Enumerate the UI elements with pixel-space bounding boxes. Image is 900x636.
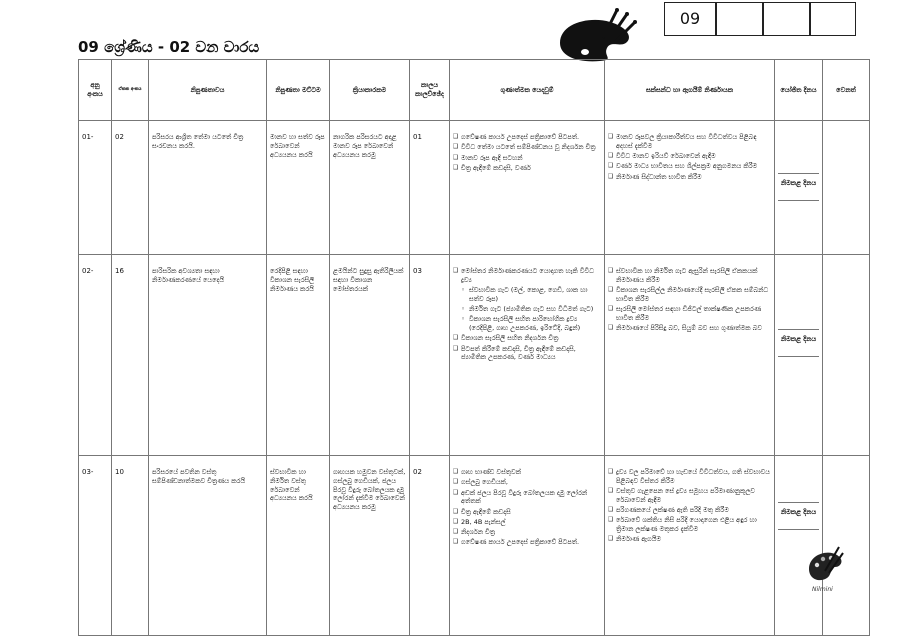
list-item: ❑ මෝස්තර නිර්මාණකරණයට යොදාගත හැකි විවිධ ද්‍රව්‍ය: [453, 267, 601, 285]
row-inputs: [450, 456, 605, 636]
list-item: ❑ පරිගණකයේ ලක්ෂණ ඇති පරිදි මතු කිරීම: [608, 506, 771, 515]
header-periods: කාලය කාලච්ඡේද: [410, 60, 450, 121]
header-remarks: වෙනත්: [823, 60, 870, 121]
table-row: [79, 255, 870, 456]
empty-box: [716, 2, 763, 36]
row-no: 02-: [79, 255, 112, 456]
list-item: ❑ නිර්මාණ ඇගයීම: [608, 535, 771, 544]
row-no: 03-: [79, 456, 112, 636]
list-item: ❑ විවිධ මානව ඉරියව් රේඛාවෙන් ඇඳීම: [608, 152, 771, 161]
header-activity: ක්‍රියාකාරකම: [330, 60, 410, 121]
row-planned-date: [775, 121, 823, 255]
row-no: 01-: [79, 121, 112, 255]
row-competency: පරිසරය ආශ්‍රිත තේමා යටතේ චිත්‍ර සංරචනය කරයි.: [149, 121, 267, 255]
list-item: ❑ විකාශන සැරසිල්ල නිර්මාණයේදී සැරසිලි ඒකක සම්බන්ධ භාවිත කිරීම: [608, 286, 771, 304]
row-activity: ළමයින්ට සුදුසු ඇතිරිලියක් සඳහා විකාශන මෝස්තරයක්: [330, 255, 410, 456]
list-item: ❑ ගස්ලබු ගෙඩියක්,: [453, 478, 601, 487]
row-remarks: [823, 255, 870, 456]
empty-box: [763, 2, 810, 36]
list-item: ❑ ගෘහ භාණ්ඩ වස්තුවක්: [453, 468, 601, 477]
list-item: ❑ නිර්මාණයේ පිරිසිදු බව, සියුම් බව සහ ගුණාත්මක බව: [608, 324, 771, 333]
row-level: රෙදිපිළි සඳහා විකාශන සැරසිලි නිර්මාණය කරයි: [267, 255, 330, 456]
completed-date-label: නිමකළ දිනය: [778, 502, 819, 530]
row-level: ස්වභාවික හා නිර්මිත වස්තු රේඛාවෙන් අධ්‍යයනය කරයි: [267, 456, 330, 636]
list-item: ❑ සැරසිලි මෝස්තර සඳහා ඩිජිටල් තාක්ෂණික උපකරණ භාවිත කිරීම: [608, 305, 771, 323]
header-qualitative-inputs: ගුණාත්මක යෙදවුම්: [450, 60, 605, 121]
list-item: ❑ 2B, 4B පැන්සල්: [453, 518, 601, 527]
header-no: අනු අංකය: [79, 60, 112, 121]
row-assessment: [605, 121, 775, 255]
list-item: ❑ චිත්‍ර ඇඳීමේ කඩදාසි: [453, 508, 601, 517]
page-title: 09 ශ්‍රේණිය - 02 වන වාරය: [78, 38, 260, 56]
paint-palette-icon: [555, 8, 640, 63]
list-item: ❑ මානව රූප ඇඳි සටහන්: [453, 154, 601, 163]
row-competency: පාරිසරික අවශ්‍යතා සඳහා නිර්මාණකරණයේ යෙදෙයි: [149, 255, 267, 456]
list-item: ❑ පිටපත් කිරීමේ කඩදාසි, චිත්‍ර ඇඳීමේ කඩදාසි, ජ්‍යාමිතික උපකරණ, වර්ණ මාධ්‍යය: [453, 345, 601, 363]
row-periods: 03: [410, 255, 450, 456]
list-item: ❑ රේඛාවේ ශක්තිය නිසි පරිදි යොදාගෙන එළිය අඳුර හා ත්‍රිමාන ලක්ෂණ මතුකර දැක්වීම: [608, 516, 771, 534]
list-item: ❑ ගවේෂණ කාර්ය උපදෙස් පත්‍රිකාවේ පිටපත්.: [453, 538, 601, 547]
completed-date-label: නිමකළ දිනය: [778, 173, 819, 201]
page-number-box: 09: [664, 2, 716, 36]
row-unit: 16: [112, 255, 149, 456]
list-item: ◦ විකාශන සැරසිලි සහිත පාරිභෝගික ද්‍රව්‍ය (රෙදිපිළි, ගෘහ උපකරණ, ඉරිටේදි, බඳුන්): [453, 315, 601, 333]
artist-palette-logo: [805, 545, 845, 587]
list-item: ❑ නිදර්ශන චිත්‍ර: [453, 528, 601, 537]
list-item: ❑ ගවේෂණ කාර්ය උපදෙස් පත්‍රිකාවේ පිටපත්.: [453, 133, 601, 142]
list-item: ❑ විකාශන සැරසිලි සහිත නිදර්ශන චිත්‍ර: [453, 334, 601, 343]
list-item: ◦ නිර්මිත ගැට (ජ්‍යාමිතික ගැට සහ විධිමත් ගැට): [453, 305, 601, 314]
logo-signature: Nilmini: [812, 586, 833, 593]
table-row: [79, 456, 870, 636]
row-level: මානව හා සත්ව රූප රේඛාවෙන් අධ්‍යයනය කරයි: [267, 121, 330, 255]
header-unit-no: ඒකක අංකය: [112, 60, 149, 121]
lesson-plan-table: [78, 59, 870, 636]
row-assessment: [605, 255, 775, 456]
row-periods: 02: [410, 456, 450, 636]
row-activity: ගෘහයක හමුවන වස්තුවක්, ගස්ලබු ගෙඩියක්, ජලය පිරවූ වීදුරු බෝතලයක දාමු ලෝරන් දැක්වීම රේඛාවෙන් අධ්‍යයනය කරමු: [330, 456, 410, 636]
header-competency: නිපුණතාවය: [149, 60, 267, 121]
row-unit: 10: [112, 456, 149, 636]
list-item: ❑ නිර්මාණ සිද්ධාන්ත භාවිත කිරීම: [608, 173, 771, 182]
list-item: ❑ වර්ණ මාධ්‍ය භාවිතය සහ ශිල්පක්‍රම අනුගමනය කිරීම: [608, 162, 771, 171]
table-row: [79, 121, 870, 255]
header-assessment: සක්සන්ධ හා ඇගයීම් නිර්ණායක: [605, 60, 775, 121]
header-competency-level: නිපුණතා මට්ටම: [267, 60, 330, 121]
row-planned-date: [775, 255, 823, 456]
row-activity: නාගරික පරිසරයට අදාළ මානව රූප රේඛාවෙන් අධ්‍යයනය කරමු: [330, 121, 410, 255]
list-item: ❑ මානව රූපවල ක්‍රියාකාරීත්වය සහ විවිධත්වය පිළිබඳ අදහස් දැක්වීම: [608, 133, 771, 151]
row-periods: 01: [410, 121, 450, 255]
list-item: ❑ ද්‍රව්‍ය වල පරිමාවේ හා හැඩයේ විවිධත්වය, ගති ස්වභාවය පිළිබඳව විස්තර කිරීම: [608, 468, 771, 486]
row-inputs: [450, 121, 605, 255]
list-item: ❑ ස්වභාවික හා නිර්මිත ගැට ඇසුරින් සැරසිලි ඒකකයක් නිර්මාණය කිරීම: [608, 267, 771, 285]
row-inputs: [450, 255, 605, 456]
row-competency: පරිසරයේ පවතින වස්තු සම්පිණ්ඩනාත්මකව චිත්‍රණය කරයි: [149, 456, 267, 636]
list-item: ❑ චිත්‍ර ඇඳීමේ කඩදාසි, වර්ණ: [453, 164, 601, 173]
list-item: ❑ විවිධ තේමා යටතේ සම්පිණ්ඩනය වූ නිදර්ශන චිත්‍ර: [453, 143, 601, 152]
list-item: ❑ වස්තුව ගැළපෙන සේ ද්‍රව්‍ය සමූහය පරිමාණානුකූලව රේඛාවෙන් ඇඳීම: [608, 487, 771, 505]
row-assessment: [605, 456, 775, 636]
table-header: [79, 60, 870, 121]
list-item: ❑ අඩක් ජලය පිරවූ වීදුරු බෝතලයක දාමු ලෝරන් අත්තක්: [453, 489, 601, 507]
list-item: ◦ ස්වභාවික ගැට (මල්, කොළ, ගෙඩි, ශාක හා සත්ව රූප): [453, 286, 601, 304]
empty-box: [810, 2, 856, 36]
header-planned-date: යෝජිත දිනය: [775, 60, 823, 121]
completed-date-label: නිමකළ දිනය: [778, 329, 819, 357]
row-remarks: [823, 121, 870, 255]
row-unit: 02: [112, 121, 149, 255]
